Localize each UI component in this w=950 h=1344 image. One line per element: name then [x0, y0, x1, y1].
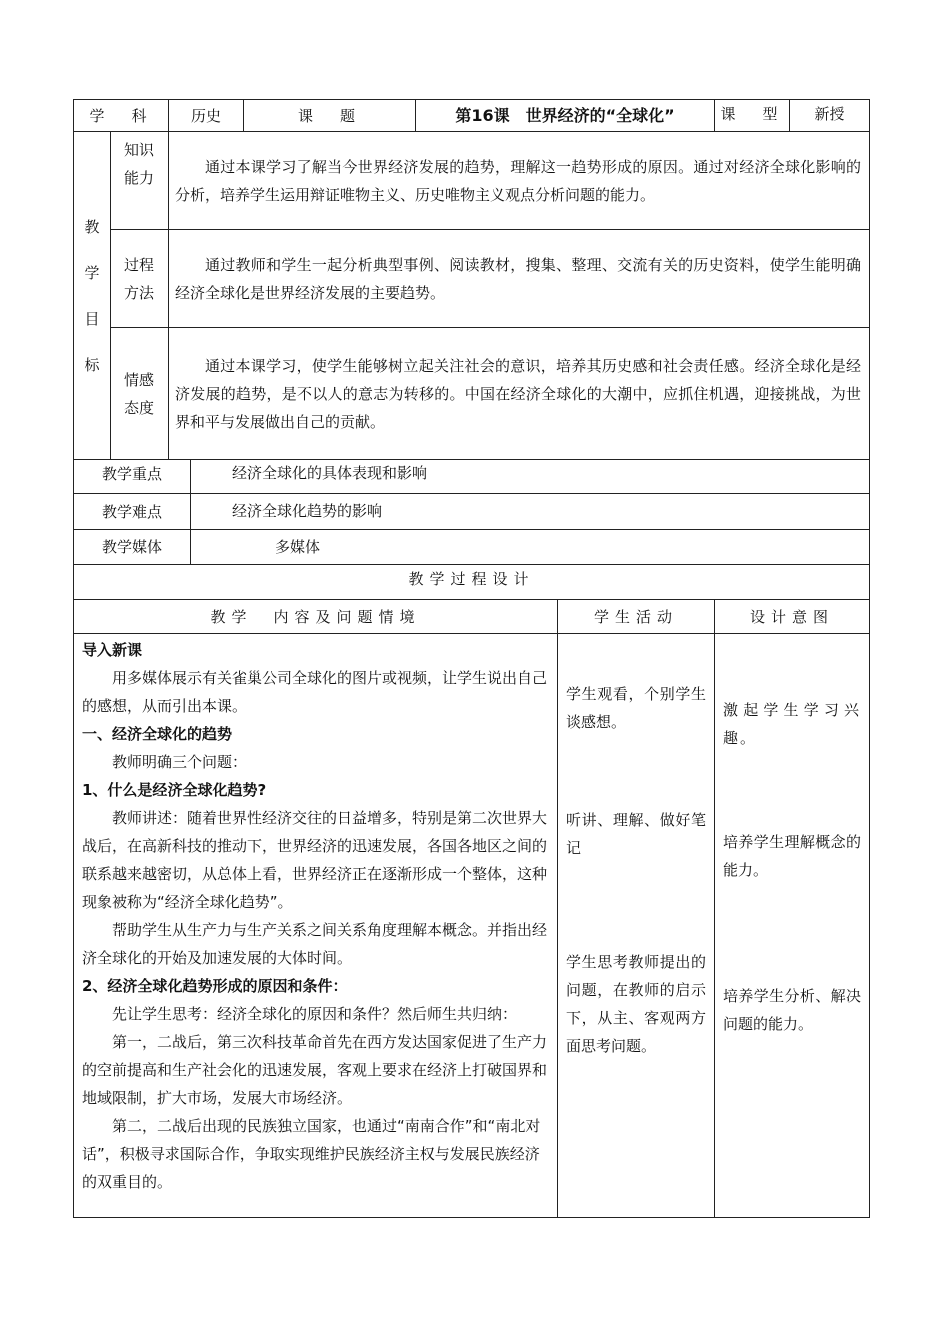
lesson-plan-table — [73, 99, 870, 1218]
objective-emotion-row — [74, 328, 870, 460]
col-intent-header: 设计意图 — [715, 600, 870, 634]
process-design-content-row — [74, 634, 870, 1218]
col-content-header: 教学 内容及问题情境 — [74, 600, 558, 634]
student-activity: 学生思考教师提出的问题，在教师的启示下，从主、客观两方面思考问题。 — [566, 953, 707, 1055]
process-design-header-row — [74, 600, 870, 634]
objectives-label-char: 教 — [84, 217, 100, 236]
design-intent: 培养学生理解概念的能力。 — [723, 833, 862, 879]
content-paragraph: 先让学生思考：经济全球化的原因和条件？然后师生共归纳： — [112, 1005, 518, 1023]
content-heading-intro: 导入新课 — [82, 641, 143, 659]
knowledge-text: 通过本课学习了解当今世界经济发展的趋势，理解这一趋势形成的原因。通过对经济全球化影响的分析，培养学生运用辩证唯物主义、历史唯物主义观点分析问题的能力。 — [169, 132, 870, 230]
content-heading-question-2: 2、经济全球化趋势形成的原因和条件： — [82, 977, 348, 995]
media-text: 多媒体 — [191, 530, 870, 565]
objectives-label-char: 标 — [84, 355, 100, 374]
process-design-title: 教学过程设计 — [74, 565, 870, 600]
process-label: 过程方法 — [111, 230, 169, 328]
difficulty-text: 经济全球化趋势的影响 — [191, 494, 870, 530]
student-activities — [558, 634, 715, 1218]
student-activity: 学生观看，个别学生谈感想。 — [566, 685, 707, 731]
difficulty-row — [74, 494, 870, 530]
process-design-title-row — [74, 565, 870, 600]
objectives-label-char: 学 — [84, 263, 100, 282]
difficulty-label: 教学难点 — [74, 494, 191, 530]
content-paragraph: 教师讲述：随着世界性经济交往的日益增多，特别是第二次世界大战后，在高新科技的推动下，世界经济的迅速发展，各国各地区之间的联系越来越密切，从总体上看，世界经济正在逐渐形成一个整体，这种现象被称为“经济全球化趋势”。 — [82, 809, 548, 911]
content-paragraph: 用多媒体展示有关雀巢公司全球化的图片或视频，让学生说出自己的感想，从而引出本课。 — [82, 669, 548, 715]
design-intent: 激起学生学习兴趣。 — [723, 701, 862, 747]
objective-process-row — [74, 230, 870, 328]
objectives-label-char: 目 — [84, 309, 100, 328]
content-paragraph: 第一，二战后，第三次科技革命首先在西方发达国家促进了生产力的空前提高和生产社会化的迅速发展，客观上要求在经济上打破国界和地域限制，扩大市场，发展大市场经济。 — [82, 1033, 548, 1107]
student-activity: 听讲、理解、做好笔记 — [566, 811, 707, 857]
content-paragraph: 第二，二战后出现的民族独立国家，也通过“南南合作”和“南北对话”，积极寻求国际合作，争取实现维护民族经济主权与发展民族经济的双重目的。 — [82, 1117, 541, 1191]
media-row — [74, 530, 870, 565]
process-text: 通过教师和学生一起分析典型事例、阅读教材，搜集、整理、交流有关的历史资料，使学生能明确经济全球化是世界经济发展的主要趋势。 — [169, 230, 870, 328]
content-paragraph: 帮助学生从生产力与生产关系之间关系角度理解本概念。并指出经济全球化的开始及加速发展的大体时间。 — [82, 921, 548, 967]
col-student-header: 学生活动 — [558, 600, 715, 634]
header-row — [74, 100, 870, 132]
key-point-row — [74, 460, 870, 494]
objectives-label — [74, 132, 111, 460]
objective-knowledge-row — [74, 132, 870, 230]
key-point-text: 经济全球化的具体表现和影响 — [191, 460, 870, 494]
emotion-text: 通过本课学习，使学生能够树立起关注社会的意识，培养其历史感和社会责任感。经济全球化是经济发展的趋势，是不以人的意志为转移的。中国在经济全球化的大潮中，应抓住机遇，迎接挑战，为世界和平与发展做出自己的贡献。 — [169, 328, 870, 460]
type-label: 课 型 — [715, 100, 790, 132]
design-intent: 培养学生分析、解决问题的能力。 — [723, 987, 862, 1033]
key-point-label: 教学重点 — [74, 460, 191, 494]
lesson-title: 第16课 世界经济的“全球化” — [416, 100, 715, 132]
content-paragraph: 教师明确三个问题： — [112, 753, 248, 771]
teaching-content — [74, 634, 558, 1218]
subject-label: 学 科 — [74, 100, 169, 132]
design-intents — [715, 634, 870, 1218]
media-label: 教学媒体 — [74, 530, 191, 565]
emotion-label: 情感态度 — [111, 328, 169, 460]
knowledge-label: 知识能力 — [111, 132, 169, 230]
content-heading-section-1: 一、经济全球化的趋势 — [82, 725, 233, 743]
lesson-plan-page — [73, 99, 869, 1218]
content-heading-question-1: 1、什么是经济全球化趋势? — [82, 781, 267, 799]
lesson-label: 课 题 — [244, 100, 416, 132]
type-value: 新授 — [790, 100, 870, 132]
subject-value: 历史 — [169, 100, 244, 132]
